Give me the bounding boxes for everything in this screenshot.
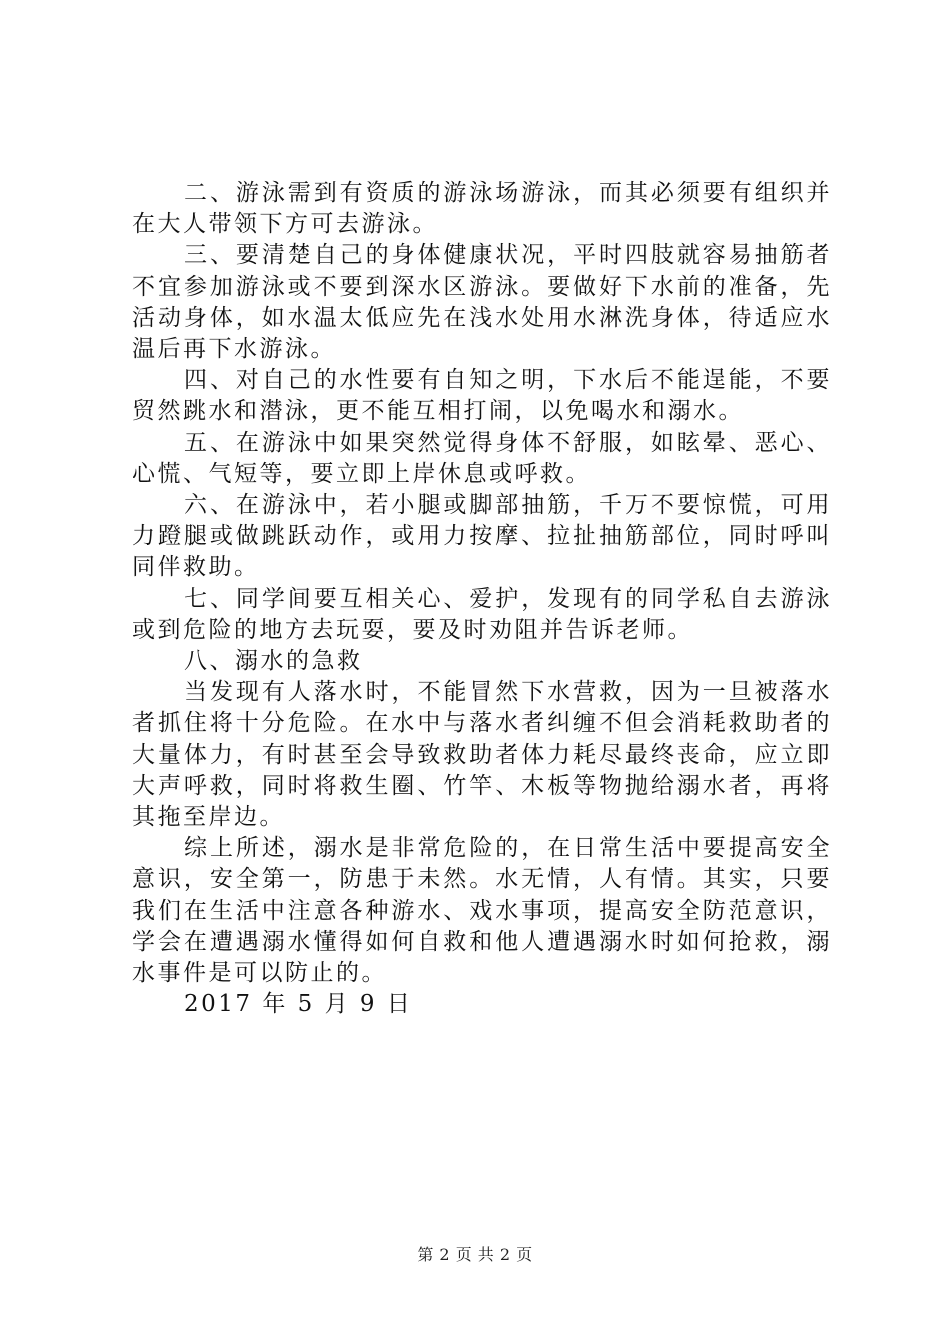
section-heading-first-aid: 八、溺水的急救: [184, 648, 363, 675]
paragraph-care-classmates: 七、同学间要互相关心、爱护，发现有的同学私自去游泳或到危险的地方去玩耍，要及时劝阻并告诉老师。: [132, 585, 832, 643]
paragraph-swim-venue: 二、游泳需到有资质的游泳场游泳，而其必须要有组织并在大人带领下方可去游泳。: [132, 180, 832, 238]
paragraph-conclusion: 综上所述，溺水是非常危险的，在日常生活中要提高安全意识，安全第一，防患于未然。水无情，人有情。其实，只要我们在生活中注意各种游水、戏水事项，提高安全防范意识，学会在遭遇溺水懂得如何自救和他人遭遇溺水时如何抢救，溺水事件是可以防止的。: [132, 835, 832, 987]
paragraph-feel-unwell: 五、在游泳中如果突然觉得身体不舒服，如眩晕、恶心、心慌、气短等，要立即上岸休息或呼救。: [132, 429, 832, 487]
paragraph-cramp: 六、在游泳中，若小腿或脚部抽筋，千万不要惊慌，可用力蹬腿或做跳跃动作，或用力按摩、拉扯抽筋部位，同时呼叫同伴救助。: [132, 492, 832, 581]
paragraph-health-condition: 三、要清楚自己的身体健康状况，平时四肢就容易抽筋者不宜参加游泳或不要到深水区游泳。要做好下水前的准备，先活动身体，如水温太低应先在浅水处用水淋洗身体，待适应水温后再下水游泳。: [132, 242, 832, 363]
page-number-footer: 第 2 页 共 2 页: [417, 1245, 533, 1264]
document-date: 2017 年 5 月 9 日: [184, 991, 413, 1018]
paragraph-know-ability: 四、对自己的水性要有自知之明，下水后不能逞能，不要贸然跳水和潜泳，更不能互相打闹，以免喝水和溺水。: [132, 367, 832, 425]
document-body: [132, 178, 832, 1020]
paragraph-rescue: 当发现有人落水时，不能冒然下水营救，因为一旦被落水者抓住将十分危险。在水中与落水者纠缠不但会消耗救助者的大量体力，有时甚至会导致救助者体力耗尽最终丧命，应立即大声呼救，同时将救生圈、竹竿、木板等物抛给溺水者，再将其拖至岸边。: [132, 679, 832, 831]
